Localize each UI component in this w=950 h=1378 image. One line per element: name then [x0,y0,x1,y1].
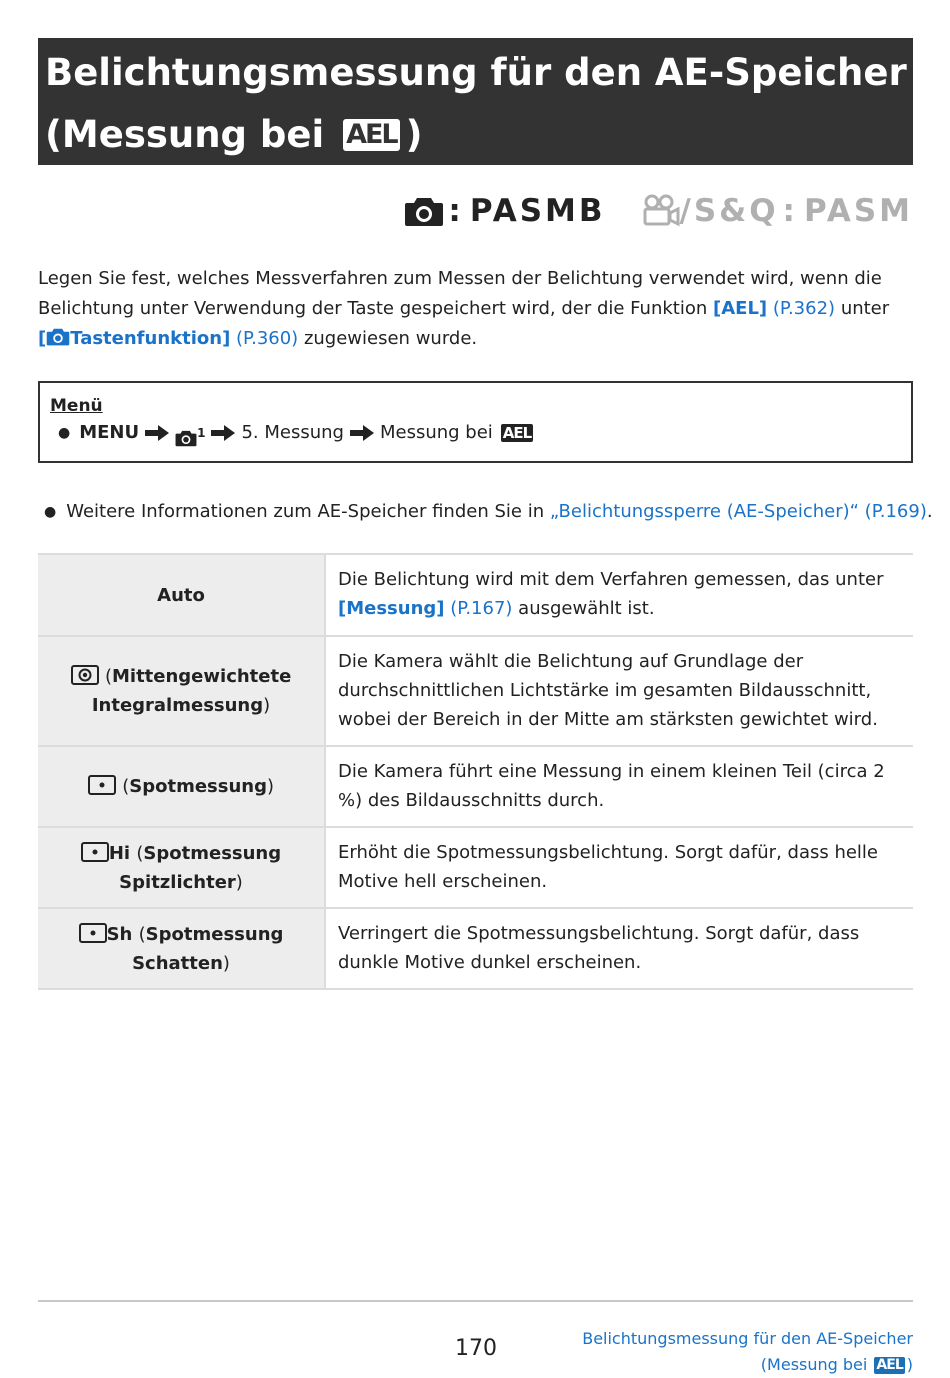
sq-label: S&Q [693,193,779,229]
intro-text-2: unter [840,298,890,319]
ael-page-link[interactable]: (P.362) [772,298,836,319]
movie-separator: / [679,193,694,229]
menu-step: 5. Messung [241,422,344,443]
table-row [38,636,913,746]
footer-section-link[interactable] [582,1326,913,1378]
movie-modes [642,193,914,229]
button-function-link[interactable] [38,328,230,349]
button-function-label: Tastenfunktion] [70,328,231,349]
page-title-prefix: (Messung bei [45,113,325,156]
option-description [325,554,913,636]
menu-title: Menü [50,396,103,416]
footer-divider [38,1300,913,1302]
page-number: 170 [455,1336,497,1361]
paren-close: ) [222,952,230,974]
still-modes [404,193,605,229]
intro-text-1: Legen Sie fest, welches Messverfahren zum Messen der Belichtung verwendet wird, wenn die Belichtung unter Verwendung der Taste gespeichert wird, der die Funktion [38,268,882,319]
arrow-right-icon [350,425,374,441]
spot-metering-icon [88,775,116,795]
option-spot-highlight [38,827,325,908]
paren-close: ) [235,871,243,893]
metering-link[interactable]: [Messung] [338,598,445,619]
camera-tab-number: 1 [197,426,206,440]
option-label: Spotmessung Schatten [132,923,284,974]
footer-title-line2 [582,1352,913,1378]
page-title-suffix: ) [405,113,423,156]
options-table [38,553,913,990]
option-description: Die Kamera führt eine Messung in einem kleinen Teil (circa 2 %) des Bildausschnitts durch. [325,746,913,827]
page-title [38,38,913,165]
menu-path [50,419,911,447]
footer-title-prefix: (Messung bei [760,1355,868,1374]
button-function-page-link[interactable]: (P.360) [236,328,299,349]
description-text: Die Belichtung wird mit dem Verfahren gemessen, das unter [338,569,884,590]
still-mode-letters: PASMB [469,193,606,229]
ael-icon: AEL [343,119,400,151]
option-description: Die Kamera wählt die Belichtung auf Grundlage der durchschnittlichen Lichtstärke im gesamten Bildausschnitt, wobei der Bereich in der Mitte am stärksten gewichtet wird. [325,636,913,746]
ael-icon: AEL [502,424,532,442]
shooting-modes [404,188,913,234]
option-suffix: Hi [108,842,131,864]
note-text: Weitere Informationen zum AE-Speicher finden Sie in [66,501,545,522]
movie-camera-icon [642,194,680,228]
table-row [38,908,913,989]
table-row [38,554,913,636]
menu-box [38,381,913,463]
option-description: Erhöht die Spotmessungsbelichtung. Sorgt dafür, dass helle Motive hell erscheinen. [325,827,913,908]
option-label: Spotmessung [129,776,267,797]
camera-icon [404,195,444,227]
description-text: ausgewählt ist. [518,598,655,619]
option-label: Spotmessung Spitzlichter [119,842,282,893]
option-label: Mittengewichtete Integralmessung [91,666,292,716]
arrow-right-icon [145,425,169,441]
page-title-line2 [45,104,913,166]
bullet-icon: ● [44,504,57,520]
camera-tab-icon [175,419,205,447]
metering-page-link[interactable]: (P.167) [450,598,513,619]
note-line [44,497,933,527]
table-row [38,746,913,827]
option-spot [38,746,325,827]
menu-label: MENU [79,422,140,443]
intro-text-3: zugewiesen wurde. [303,328,478,349]
spot-metering-icon [79,923,107,943]
footer-title-suffix: ) [906,1355,913,1374]
option-description: Verringert die Spotmessungsbelichtung. Sorgt dafür, dass dunkle Motive dunkel erscheinen. [325,908,913,989]
option-auto [38,554,325,636]
ael-function-link[interactable]: [AEL] [713,298,768,319]
option-label: Auto [157,584,205,606]
footer-title-line1: Belichtungsmessung für den AE-Speicher [582,1329,913,1348]
option-center-weighted [38,636,325,746]
paren-open: ( [122,776,130,797]
button-function-bracket: [ [38,328,47,349]
ae-lock-link[interactable]: „Belichtungssperre (AE-Speicher)“ (P.169) [549,501,927,522]
option-suffix: Sh [106,923,133,945]
paren-open: ( [104,666,112,687]
center-weighted-metering-icon [71,665,99,685]
camera-icon [46,327,70,346]
movie-mode-letters: PASM [803,193,913,229]
arrow-right-icon [211,425,235,441]
paren-open: ( [136,842,144,864]
ael-icon: AEL [876,1357,903,1373]
table-row [38,827,913,908]
paren-close: ) [263,695,271,716]
movie-colon: : [782,193,798,229]
page-title-line1: Belichtungsmessung für den AE-Speicher [45,51,907,94]
bullet-icon: ● [58,425,71,441]
note-end: . [926,501,933,522]
still-colon: : [448,193,464,229]
paren-open: ( [138,923,146,945]
paren-close: ) [267,776,275,797]
intro-paragraph [38,264,918,354]
option-spot-shadow [38,908,325,989]
spot-metering-icon [81,842,109,862]
menu-item: Messung bei [379,422,493,443]
